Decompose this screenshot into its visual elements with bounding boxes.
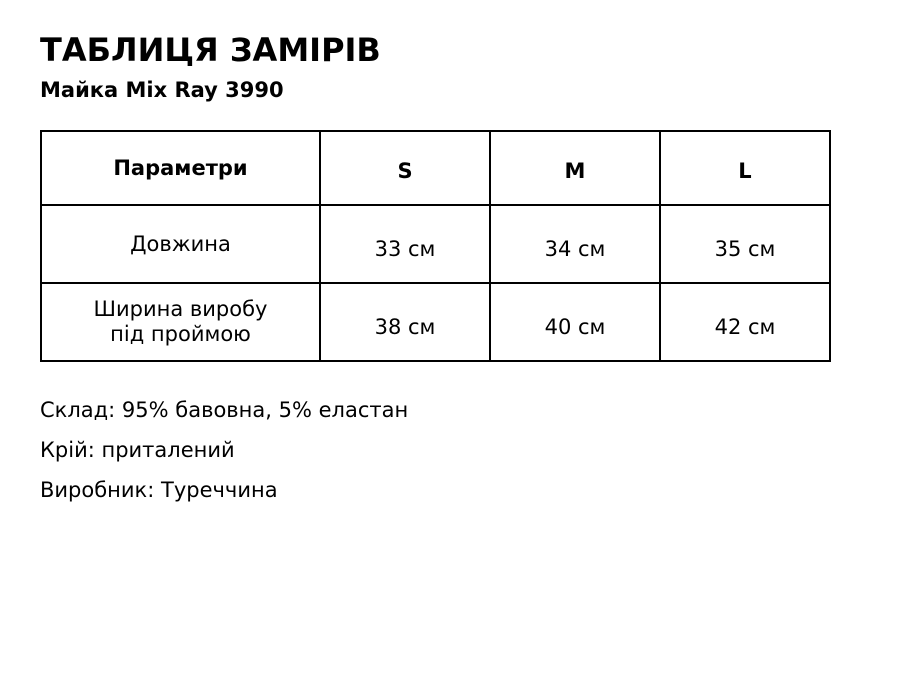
- cell-width-l: 42 см: [660, 283, 830, 361]
- product-name: Майка Mix Ray 3990: [40, 78, 284, 102]
- table-row: [41, 205, 830, 283]
- table-header-row: [41, 131, 830, 205]
- header-cell-parameters: Параметри: [41, 131, 320, 205]
- composition-text: Склад: 95% бавовна, 5% еластан: [40, 398, 409, 422]
- row-label-width: [41, 283, 320, 361]
- table-row: [41, 283, 830, 361]
- row-label-width-line-2: під проймою: [110, 322, 251, 346]
- cell-width-m: 40 см: [490, 283, 660, 361]
- header-cell-size-l: L: [660, 131, 830, 205]
- header-cell-size-m: M: [490, 131, 660, 205]
- page-title: ТАБЛИЦЯ ЗАМІРІВ: [40, 31, 381, 69]
- fit-text: Крій: приталений: [40, 438, 235, 462]
- cell-length-s: 33 см: [320, 205, 490, 283]
- cell-length-l: 35 см: [660, 205, 830, 283]
- row-label-length: Довжина: [41, 205, 320, 283]
- size-chart-table: [40, 130, 831, 362]
- manufacturer-text: Виробник: Туреччина: [40, 478, 278, 502]
- header-cell-size-s: S: [320, 131, 490, 205]
- cell-width-s: 38 см: [320, 283, 490, 361]
- cell-length-m: 34 см: [490, 205, 660, 283]
- row-label-width-line-1: Ширина виробу: [93, 297, 268, 321]
- product-info-list: [40, 390, 408, 510]
